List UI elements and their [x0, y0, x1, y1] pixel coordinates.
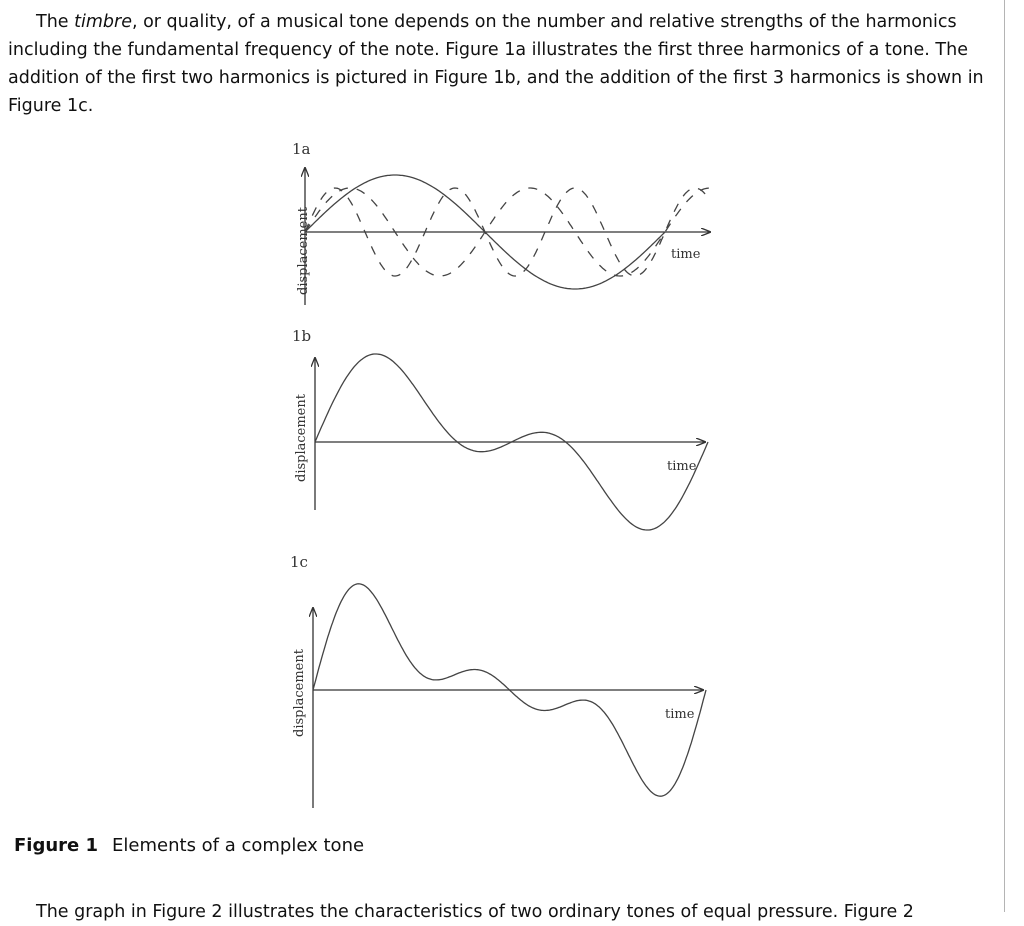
panel-1a-ylabel: displacement	[296, 207, 311, 295]
timbre-term: timbre	[74, 12, 132, 32]
panel-1b-label: 1b	[292, 327, 312, 345]
panel-1c-ylabel: displacement	[292, 649, 307, 737]
intro-text-start: The	[36, 12, 75, 32]
panel-1b	[292, 327, 708, 530]
panel-1a-label: 1a	[292, 140, 311, 158]
panel-1c-xlabel: time	[665, 707, 695, 722]
panel-1a	[292, 140, 710, 305]
panel-1c-label: 1c	[290, 553, 308, 571]
caption-number: Figure 1	[14, 835, 99, 856]
figure-1	[270, 130, 730, 820]
panel-1c	[290, 553, 706, 808]
panel-1b-xlabel: time	[667, 459, 697, 474]
next-paragraph: The graph in Figure 2 illustrates the characteristics of two ordinary tones of equal pressure. Figure 2	[36, 902, 914, 922]
figure-caption	[14, 833, 364, 859]
panel-1b-ylabel: displacement	[294, 394, 309, 482]
caption-text: Elements of a complex tone	[112, 835, 365, 856]
intro-paragraph	[8, 8, 998, 120]
intro-text-rest: , or quality, of a musical tone depends on the number and relative strengths of the harmonics including the fundamental frequency of the note. Figure 1a illustrates the first three harmonics of a tone. The addition of the first two harmonics is pictured in Figure 1b, and the addition of the first 3 harmonics is shown in Figure 1c.	[8, 12, 984, 116]
panel-1a-xlabel: time	[671, 247, 701, 262]
